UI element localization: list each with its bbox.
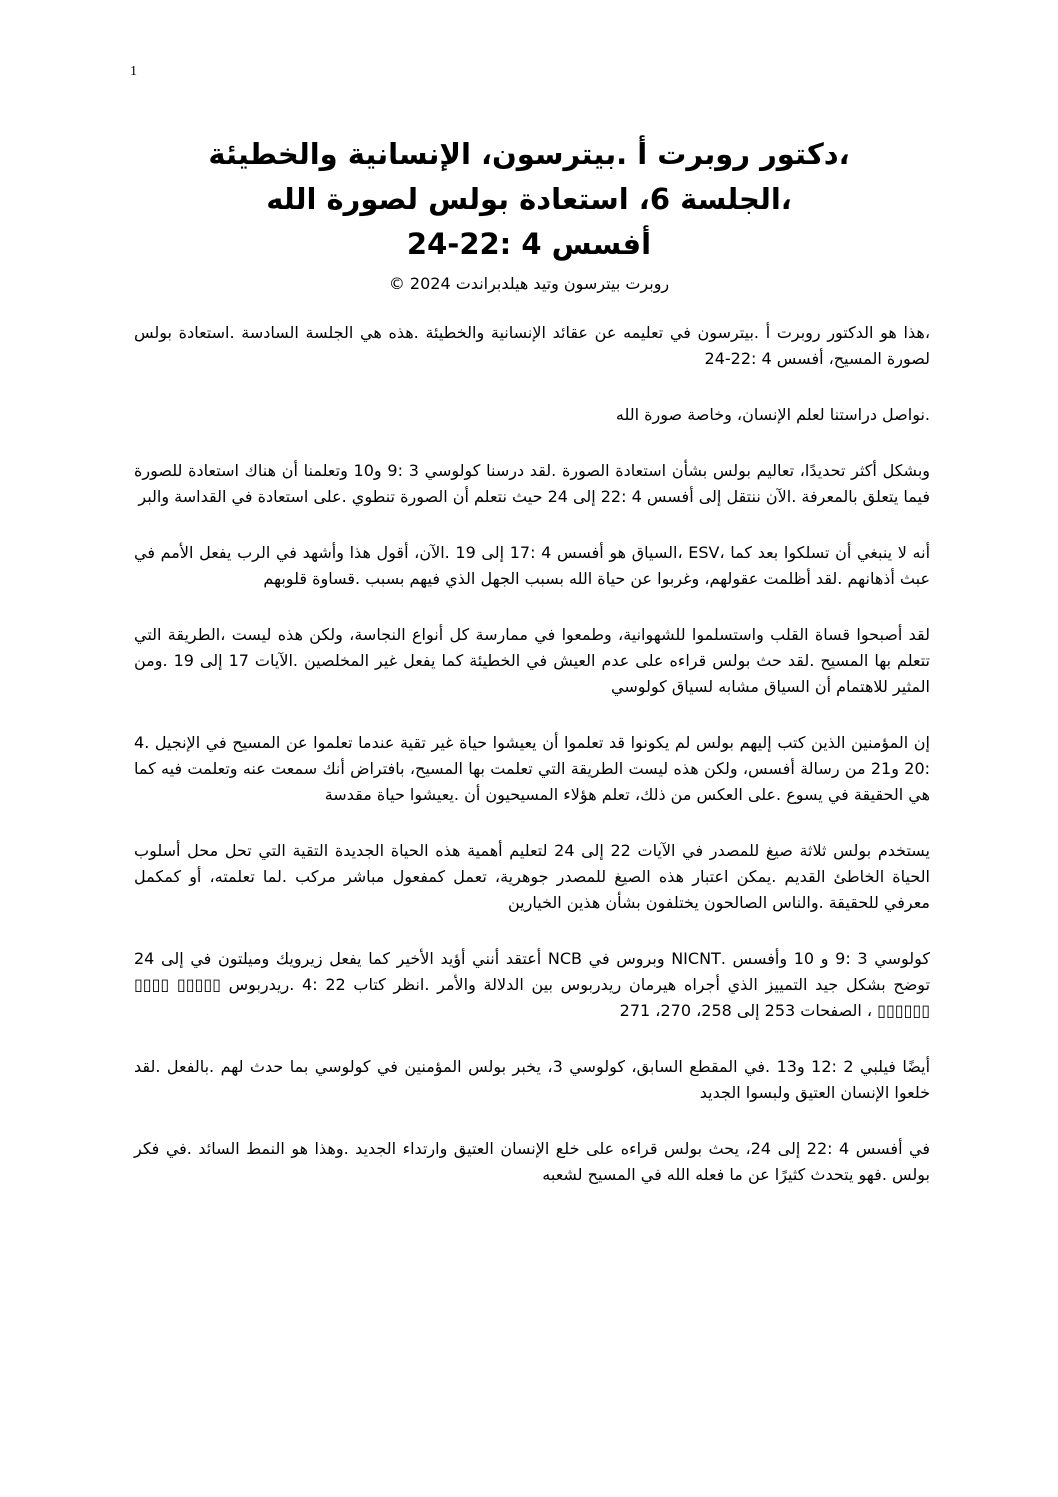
paragraph-philippians: أيضًا فيلبي 2 :12 و13 .في المقطع السابق، كولوسي 3، يخبر بولس المؤمنين في كولوسي بما حدث لهم .بالفعل .لقد خلعوا الإنسان العتيق ولبسوا الجديد	[134, 1057, 931, 1102]
paragraph-infinitives: يستخدم بولس ثلاثة صيغ للمصدر في الآيات 22 إلى 24 لتعليم أهمية هذه الحياة الجديدة التقية التي تحل محل أسلوب الحياة الخاطئ القديم .يمكن اعتبار هذه الصيغ للمصدر جوهرية، تعمل كمفعول مباشر مركب .لما تعلمته، أو كمكمل معرفي للحقيقة .والناس الصالحون يختلفون بشأن هذين الخيارين	[134, 841, 930, 912]
paragraph-continue-study: .نواصل دراستنا لعلم الإنسان، وخاصة صورة الله	[615, 405, 930, 424]
paragraph-footnote: كولوسي 3 :9 و 10 وأفسس .NICNT وبروس في NCB أعتقد أنني أؤيد الأخير كما يفعل زيرويك وميلتون في إلى 24 توضح بشكل جيد التمييز الذي أجراه هيرمان ريدربوس بين الدلالة والأمر .انظر كتاب 22 :4 .ريدربوس ▯▯▯▯▯ ▯▯▯▯ ▯▯▯▯▯▯ ، الصفحات 253 إلى 258، 270، 271	[134, 949, 931, 1020]
paragraph-restoration: وبشكل أكثر تحديدًا، تعاليم بولس بشأن استعادة الصورة .لقد درسنا كولوسي 3 :9 و10 وتعلمنا أن هناك استعادة للصورة فيما يتعلق بالمعرفة .الآن ننتقل إلى أفسس 4 :22 إلى 24 حيث نتعلم أن الصورة تنطوي .على استعادة في القداسة والبر	[134, 461, 930, 506]
paragraph-intro: ،هذا هو الدكتور روبرت أ .بيترسون في تعليمه عن عقائد الإنسانية والخطيئة .هذه هي الجلسة السادسة .استعادة بولس لصورة المسيح، أفسس 4 :22-24	[134, 323, 930, 368]
paragraph-believers: إن المؤمنين الذين كتب إليهم بولس لم يكونوا قد تعلموا أن يعيشوا حياة غير تقية عندما تعلموا عن المسيح في الإنجيل .4 :20 و21 من رسالة أفسس، ولكن هذه ليست الطريقة التي تعلمت بها المسيح، بافتراض أنك سمعت عنه وتعلمت فيه كما هي الحقيقة في يسوع .على العكس من ذلك، تعلم هؤلاء المسيحيون أن .يعيشوا حياة مقدسة	[134, 733, 931, 804]
title-line-3: أفسس 4 :22-24	[406, 227, 652, 261]
body-text	[134, 320, 930, 1218]
paragraph-context: أنه لا ينبغي أن تسلكوا بعد كما ،ESV ،السياق هو أفسس 4 :17 إلى 19 .الآن، أقول هذا وأشهد في الرب يفعل الأمم في عبث أذهانهم .لقد أظلمت عقولهم، وغربوا عن حياة الله بسبب الجهل الذي فيهم بسبب .قساوة قلوبهم	[134, 543, 931, 588]
title-line-2: ،الجلسة 6، استعادة بولس لصورة الله	[266, 182, 792, 216]
copyright-line: روبرت بيترسون وتيد هيلدبراندت 2024 ©	[388, 274, 670, 293]
page-number: 1	[130, 64, 137, 79]
title-block	[120, 132, 938, 297]
title-line-1: ،دكتور روبرت أ .بيترسون، الإنسانية والخطيئة	[208, 137, 850, 171]
paragraph-ephesians: في أفسس 4 :22 إلى 24، يحث بولس قراءه على خلع الإنسان العتيق وارتداء الجديد .وهذا هو النمط السائد .في فكر بولس .فهو يتحدث كثيرًا عن ما فعله الله في المسيح لشعبه	[134, 1139, 931, 1184]
paragraph-callous: لقد أصبحوا قساة القلب واستسلموا للشهوانية، وطمعوا في ممارسة كل أنواع النجاسة، ولكن هذه ليست ،الطريقة التي تتعلم بها المسيح .لقد حث بولس قراءه على عدم العيش في الخطيئة كما يفعل غير المخلصين .الآيات 17 إلى 19 .ومن المثير للاهتمام أن السياق مشابه لسياق كولوسي	[134, 625, 930, 696]
